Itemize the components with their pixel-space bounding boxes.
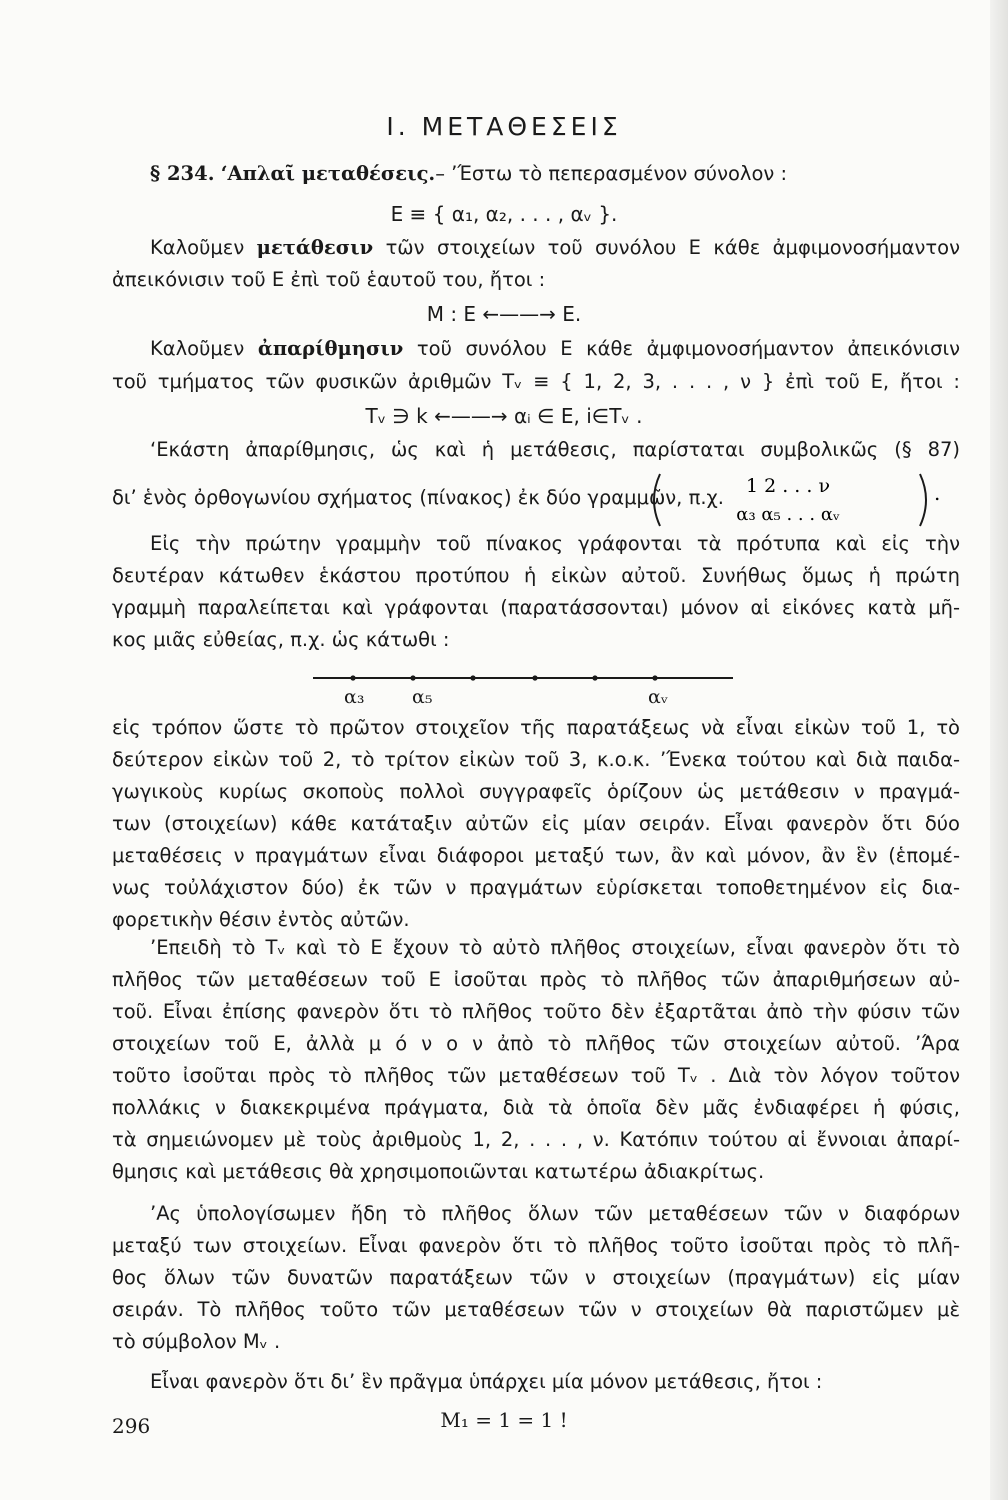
text-line: στοιχείων τοῦ E, ἀλλὰ μ ό ν ο ν ἀπὸ τὸ πλῆθος τῶν στοιχείων αὐτοῦ. ʼΆρα [112, 1032, 960, 1055]
arrangement-label: α₅ [412, 686, 433, 708]
text-line: ʼΑς ὑπολογίσωμεν ἤδη τὸ πλῆθος ὅλων τῶν μεταθέσεων τῶν ν διαφόρων [150, 1202, 960, 1225]
section-intro: – ʼΈστω τὸ πεπερασμένον σύνολον : [435, 162, 788, 185]
section-title: ʻΑπλαῖ μεταθέσεις. [220, 162, 436, 185]
text-line: γωγικοὺς κυρίως σκοποὺς πολλοὶ συγγραφεῖς ὁρίζουν ὡς μετάθεσιν ν πραγμά- [112, 780, 960, 803]
matrix-top-row: 1 2 . . . ν [745, 475, 831, 497]
text-line: Εἶναι φανερὸν ὅτι δι’ ἓν πρᾶγμα ὑπάρχει μία μόνον μετάθεσις, ἤτοι : [150, 1370, 823, 1393]
text-line: Εἰς τὴν πρώτην γραμμὴν τοῦ πίνακος γράφονται τὰ πρότυπα καὶ εἰς τὴν [150, 532, 960, 555]
term-enumeration: ἀπαρίθμησιν [257, 337, 404, 360]
text-line: μεταξύ των στοιχείων. Εἶναι φανερὸν ὅτι τὸ πλῆθος τοῦτο ἰσοῦται πρὸς τὸ πλῆ- [112, 1234, 960, 1257]
section-number: § 234. [150, 162, 215, 185]
svg-text:.: . [934, 481, 941, 505]
text-line: τοῦτο ἰσοῦται πρὸς τὸ πλῆθος τῶν μεταθέσεων τοῦ Tᵥ . Διὰ τὸν λόγον τοῦτον [112, 1064, 960, 1087]
text-line: φορετικὴν θέσιν ἐντὸς αὐτῶν. [112, 908, 410, 931]
text-line: δεύτερον εἰκὼν τοῦ 2, τὸ τρίτον εἰκὼν τοῦ 3, κ.ο.κ. ʼΈνεκα τούτου καὶ διὰ παιδα- [112, 748, 960, 771]
text-line: Καλοῦμεν μετάθεσιν τῶν στοιχείων τοῦ συνόλου E κάθε ἀμφιμονοσήμαντον [150, 236, 960, 259]
formula-m1: M₁ = 1 = 1 ! [440, 1408, 568, 1432]
text-line: Καλοῦμεν ἀπαρίθμησιν τοῦ συνόλου E κάθε ἀμφιμονοσήμαντον ἀπεικόνισιν [150, 337, 960, 360]
page-number: 296 [112, 1414, 151, 1438]
text-line: ʼΕπειδὴ τὸ Tᵥ καὶ τὸ E ἔχουν τὸ αὐτὸ πλῆθος στοιχείων, εἶναι φανερὸν ὅτι τὸ [150, 936, 960, 959]
text-line: τὸ σύμβολον Mᵥ . [112, 1330, 281, 1353]
text-line: εἰς τρόπον ὥστε τὸ πρῶτον στοιχεῖον τῆς παρατάξεως νὰ εἶναι εἰκὼν τοῦ 1, τὸ [112, 716, 960, 739]
matrix-bottom-row: α₃ α₅ . . . αᵥ [736, 504, 840, 525]
text-line: των (στοιχείων) κάθε κατάταξιν αὐτῶν εἰς μίαν σειράν. Εἶναι φανερὸν ὅτι δύο [112, 812, 960, 835]
formula-enumeration: Tᵥ ∋ k ←——→ αᵢ ∈ E, i∈Tᵥ . [365, 404, 643, 428]
arrangement-label: αᵥ [648, 686, 668, 708]
permutation-matrix [648, 470, 948, 530]
section-heading [150, 158, 850, 190]
text-line: δι’ ἑνὸς ὀρθογωνίου σχήματος (πίνακος) ἐκ δύο γραμμῶν, π.χ. [112, 486, 724, 509]
term-metathesis: μετάθεσιν [256, 236, 374, 259]
text-line: δευτέραν κάτωθεν ἑκάστου προτύπου ἡ εἰκὼν αὐτοῦ. Συνήθως ὅμως ἡ πρώτη [112, 564, 960, 587]
formula-set-e: E ≡ { α₁, α₂, . . . , αᵥ }. [390, 202, 618, 226]
text-line: ἀπεικόνισιν τοῦ E ἐπὶ τοῦ ἑαυτοῦ του, ἤτοι : [112, 268, 546, 291]
text-line: σειράν. Τὸ πλῆθος τοῦτο τῶν μεταθέσεων τῶν ν στοιχείων θὰ παριστῶμεν μὲ [112, 1298, 960, 1321]
text-line: κος μιᾶς εὐθείας, π.χ. ὡς κάτωθι : [112, 628, 450, 651]
text-line: πολλάκις ν διακεκριμένα πράγματα, διὰ τὰ ὁποῖα δὲν μᾶς ἐνδιαφέρει ἡ φύσις, [112, 1096, 960, 1119]
formula-mapping: M : E ←——→ E. [426, 302, 582, 326]
text-line: νως τοὐλάχιστον δύο) ἐκ τῶν ν πραγμάτων εὑρίσκεται τοποθετημένον εἰς δια- [112, 876, 960, 899]
text-line: πλῆθος τῶν μεταθέσεων τοῦ E ἰσοῦται πρὸς τὸ πλῆθος τῶν ἀπαριθμήσεων αὐ- [112, 968, 960, 991]
arrangement-label: α₃ [344, 686, 365, 708]
text-line: τοῦ. Εἶναι ἐπίσης φανερὸν ὅτι τὸ πλῆθος τοῦτο δὲν ἐξαρτᾶται ἀπὸ τὴν φύσιν τῶν [112, 1000, 960, 1023]
text-line: τοῦ τμήματος τῶν φυσικῶν ἀριθμῶν Tᵥ ≡ { 1, 2, 3, . . . , ν } ἐπὶ τοῦ E, ἤτοι : [112, 370, 960, 393]
text-line: θμησις καὶ μετάθεσις θὰ χρησιμοποιῶνται κατωτέρω ἀδιακρίτως. [112, 1160, 765, 1183]
chapter-title: I. ΜΕΤΑΘΕΣΕΙΣ [386, 112, 622, 141]
text-line: ʻΕκάστη ἀπαρίθμησις, ὡς καὶ ἡ μετάθεσις, παρίσταται συμβολικῶς (§ 87) [150, 438, 960, 461]
text-line: γραμμὴ παραλείπεται καὶ γράφονται (παρατάσσονται) μόνον αἱ εἰκόνες κατὰ μῆ- [112, 596, 960, 619]
text-line: τὰ σημειώνομεν μὲ τοὺς ἀριθμοὺς 1, 2, . . . , ν. Κατόπιν τούτου αἱ ἔννοιαι ἀπαρί- [112, 1128, 960, 1151]
text-line: θος ὅλων τῶν δυνατῶν παρατάξεων τῶν ν στοιχείων (πραγμάτων) εἰς μίαν [112, 1266, 960, 1289]
text-line: μεταθέσεις ν πραγμάτων εἶναι διάφοροι μεταξύ των, ἂν καὶ μόνον, ἂν ἓν (ἑπομέ- [112, 844, 960, 867]
